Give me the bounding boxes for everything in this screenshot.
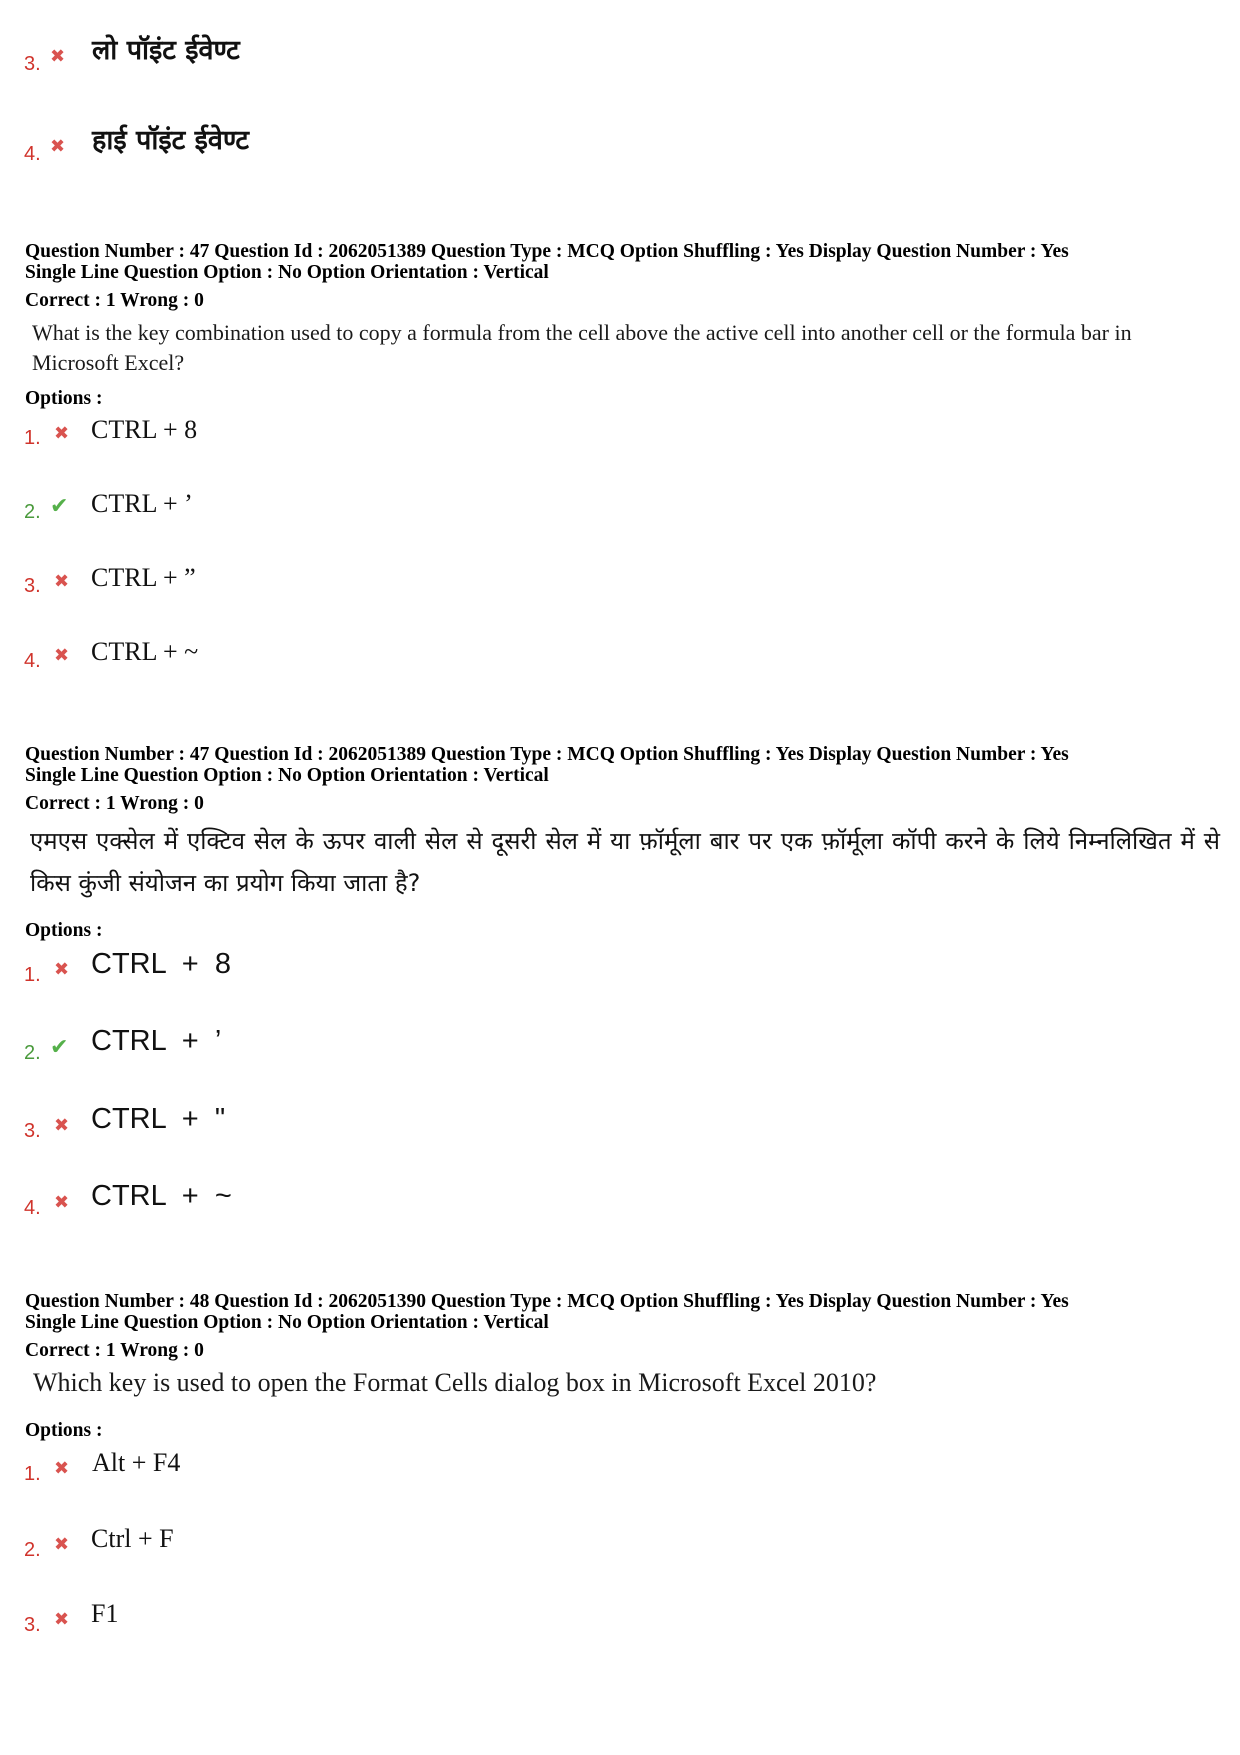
question-meta-line2: Single Line Question Option : No Option Orientation : Vertical <box>25 1312 549 1333</box>
check-icon: ✔ <box>50 1035 69 1060</box>
cross-icon: ✖ <box>54 645 70 666</box>
cross-icon: ✖ <box>54 1115 70 1136</box>
question-meta-line1: Question Number : 47 Question Id : 2062051389 Question Type : MCQ Option Shuffling : Yes Display Question Number : Yes <box>25 241 1069 262</box>
option-text: CTRL + ~ <box>91 1180 232 1212</box>
option-number: 3. <box>24 575 41 597</box>
cross-icon: ✖ <box>54 571 70 592</box>
cross-icon: ✖ <box>50 46 66 67</box>
question-stem: Which key is used to open the Format Cells dialog box in Microsoft Excel 2010? <box>33 1368 877 1397</box>
cross-icon: ✖ <box>54 1534 70 1555</box>
option-number: 2. <box>24 501 41 523</box>
option-text: CTRL + 8 <box>91 415 198 444</box>
cross-icon: ✖ <box>54 1609 70 1630</box>
option-text: Ctrl + F <box>91 1524 174 1553</box>
marks-info: Correct : 1 Wrong : 0 <box>25 290 204 311</box>
option-number: 1. <box>24 964 41 986</box>
question-meta-line1: Question Number : 48 Question Id : 2062051390 Question Type : MCQ Option Shuffling : Yes Display Question Number : Yes <box>25 1291 1069 1312</box>
option-text: हाई पॉइंट ईवेण्ट <box>92 125 249 156</box>
marks-info: Correct : 1 Wrong : 0 <box>25 1340 204 1361</box>
options-label: Options : <box>25 920 103 941</box>
option-text: CTRL + ’ <box>91 1025 222 1057</box>
option-text: F1 <box>91 1599 119 1628</box>
cross-icon: ✖ <box>54 423 70 444</box>
option-text: CTRL + ~ <box>91 637 199 666</box>
options-label: Options : <box>25 1420 103 1441</box>
option-text: CTRL + " <box>91 1103 226 1135</box>
question-stem: What is the key combination used to copy a formula from the cell above the active cell into another cell or the formula bar in Microsoft Excel? <box>32 320 1132 375</box>
option-number: 1. <box>24 427 41 449</box>
cross-icon: ✖ <box>54 1458 70 1479</box>
option-number: 4. <box>24 650 41 672</box>
cross-icon: ✖ <box>54 1192 70 1213</box>
marks-info: Correct : 1 Wrong : 0 <box>25 793 204 814</box>
cross-icon: ✖ <box>54 959 70 980</box>
cross-icon: ✖ <box>50 136 66 157</box>
option-number: 3. <box>24 53 41 75</box>
question-meta-line2: Single Line Question Option : No Option Orientation : Vertical <box>25 765 549 786</box>
option-number: 1. <box>24 1463 41 1485</box>
check-icon: ✔ <box>50 494 69 519</box>
option-text: CTRL + 8 <box>91 948 231 980</box>
option-number: 2. <box>24 1042 41 1064</box>
option-number: 4. <box>24 143 41 165</box>
options-label: Options : <box>25 388 103 409</box>
question-meta-line2: Single Line Question Option : No Option Orientation : Vertical <box>25 262 549 283</box>
option-text: Alt + F4 <box>92 1448 181 1477</box>
question-stem: एमएस एक्सेल में एक्टिव सेल के ऊपर वाली सेल से दूसरी सेल में या फ़ॉर्मूला बार पर एक फ़ॉर्मूला कॉपी करने के लिये निम्नलिखित में से किस कुंजी संयोजन का प्रयोग किया जाता है? <box>30 827 1220 897</box>
option-text: लो पॉइंट ईवेण्ट <box>92 35 240 66</box>
option-number: 2. <box>24 1539 41 1561</box>
question-meta-line1: Question Number : 47 Question Id : 2062051389 Question Type : MCQ Option Shuffling : Yes Display Question Number : Yes <box>25 744 1069 765</box>
option-text: CTRL + ’ <box>91 489 193 518</box>
option-number: 3. <box>24 1614 41 1636</box>
option-number: 3. <box>24 1120 41 1142</box>
option-text: CTRL + ” <box>91 563 196 592</box>
option-number: 4. <box>24 1197 41 1219</box>
